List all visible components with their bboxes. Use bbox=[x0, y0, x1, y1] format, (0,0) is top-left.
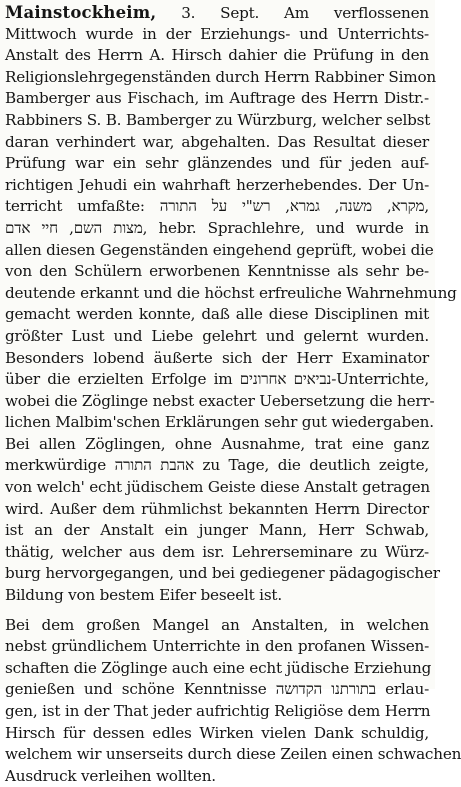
text-line: Mittwoch wurde in der Erziehungs- und Unterrichts- bbox=[5, 24, 429, 43]
text-line: daran verhindert war, abgehalten. Das Resultat dieser bbox=[5, 132, 429, 151]
text-line: מצות השם, חיי אדם, hebr. Sprachlehre, und wurde in bbox=[5, 218, 429, 237]
paragraph-gap bbox=[5, 607, 429, 615]
text-line: lichen Malbim'schen Erklärungen sehr gut wiedergaben. bbox=[5, 413, 434, 432]
text-line: Rabbiners S. B. Bamberger zu Würzburg, welcher selbst bbox=[5, 110, 431, 129]
text-line: nebst gründlichem Unterrichte in den profanen Wissen- bbox=[5, 637, 429, 656]
text-line: schaften die Zöglinge auch eine echt jüdische Erziehung bbox=[5, 658, 432, 677]
text-line: Religionslehrgegenständen durch Herrn Rabbiner Simon bbox=[5, 67, 437, 86]
text-line: gemacht werden konnte, daß alle diese Disciplinen mit bbox=[5, 305, 429, 324]
text-line: deutende erkannt und die höchst erfreuliche Wahrnehmung bbox=[5, 283, 457, 302]
text-line: Bamberger aus Fischach, im Auftrage des Herrn Distr.- bbox=[5, 89, 429, 108]
text-line: von welch' echt jüdischem Geiste diese Anstalt getragen bbox=[5, 478, 431, 497]
article-first-line bbox=[5, 2, 429, 24]
text-line: burg hervorgegangen, und bei gediegener pädagogischer bbox=[5, 564, 440, 583]
article-headline: Mainstockheim, bbox=[5, 3, 157, 22]
text-line: Bei dem großen Mangel an Anstalten, in welchen bbox=[5, 615, 429, 634]
text-line-cut: Ausdruck verleihen wollten. bbox=[5, 766, 216, 785]
text-line: genießen und schöne Kenntnisse בתורתנו הקדושה erlau- bbox=[5, 680, 429, 699]
text-line: Hirsch für dessen edles Wirken vielen Dank schuldig, bbox=[5, 723, 429, 742]
text-line: von den Schülern erworbenen Kenntnisse als sehr be- bbox=[5, 262, 429, 281]
text-line: wobei die Zöglinge nebst exacter Uebersetzung die herr- bbox=[5, 391, 435, 410]
text-line: Bei allen Zöglingen, ohne Ausnahme, trat eine ganz bbox=[5, 434, 429, 453]
article-column bbox=[5, 2, 461, 785]
text-line: merkwürdige אהבת התורה zu Tage, die deutlich zeigte, bbox=[5, 456, 429, 475]
text-line: allen diesen Gegenständen eingehend geprüft, wobei die bbox=[5, 240, 434, 259]
text-line: Besonders lobend äußerte sich der Herr Examinator bbox=[5, 348, 429, 367]
text-line: über die erzielten Erfolge im נביאים אחרונים-Unterrichte, bbox=[5, 370, 429, 389]
paragraph-1 bbox=[5, 24, 457, 607]
text-line: wird. Außer dem rühmlichst bekannten Herrn Director bbox=[5, 499, 429, 518]
text-line: richtigen Jehudi ein wahrhaft herzerhebendes. Der Un- bbox=[5, 175, 429, 194]
text-line: ist an der Anstalt ein junger Mann, Herr Schwab, bbox=[5, 521, 429, 540]
text-line: gen, ist in der That jeder aufrichtig Religiöse dem Herrn bbox=[5, 702, 431, 720]
article-dateline: 3. Sept. Am verflossenen bbox=[156, 4, 429, 22]
text-line: terricht umfaßte: מקרא, משנה, גמרא, רש"י על התורה, bbox=[5, 197, 429, 216]
text-line: größter Lust und Liebe gelehrt und gelernt wurden. bbox=[5, 326, 429, 345]
text-line: Anstalt des Herrn A. Hirsch dahier die Prüfung in den bbox=[5, 46, 429, 65]
text-line: Prüfung war ein sehr glänzendes und für jeden auf- bbox=[5, 154, 429, 173]
text-line: welchem wir unserseits durch diese Zeilen einen schwachen bbox=[5, 745, 461, 764]
text-line: thätig, welcher aus dem isr. Lehrerseminare zu Würz- bbox=[5, 542, 429, 561]
text-line: Bildung von bestem Eifer beseelt ist. bbox=[5, 586, 282, 605]
paragraph-2 bbox=[5, 615, 461, 785]
